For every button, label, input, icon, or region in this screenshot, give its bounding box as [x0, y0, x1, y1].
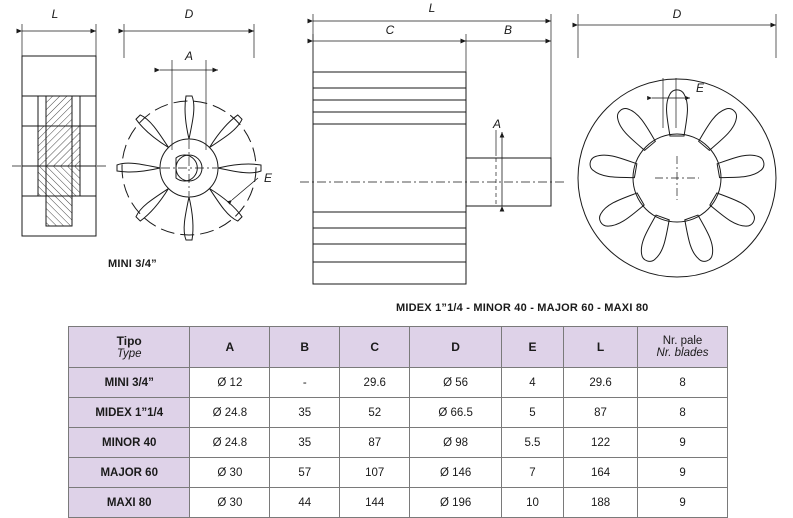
cell-b: -	[270, 368, 340, 398]
cell-a: Ø 30	[190, 488, 270, 518]
cell-e: 5.5	[501, 428, 563, 458]
table-header-row	[69, 327, 728, 368]
cell-e: 7	[501, 458, 563, 488]
cell-e: 10	[501, 488, 563, 518]
column-header-blades-en: Nr. blades	[656, 347, 709, 359]
column-header-a: A	[190, 327, 270, 368]
dim-label-d-right: D	[672, 7, 682, 21]
cell-type: MINI 3/4”	[69, 368, 190, 398]
table-row	[69, 458, 728, 488]
cell-b: 57	[270, 458, 340, 488]
column-header-blades	[638, 327, 728, 368]
dim-label-a-mid: A	[492, 117, 502, 131]
cell-blades: 8	[638, 368, 728, 398]
dim-label-e-mini: E	[263, 171, 273, 185]
midex-front-view	[578, 14, 776, 277]
dim-label-a-mini: A	[184, 49, 194, 63]
table-header	[69, 327, 728, 368]
column-header-d: D	[410, 327, 502, 368]
column-header-type-en: Type	[116, 348, 142, 360]
column-header-b: B	[270, 327, 340, 368]
cell-blades: 9	[638, 458, 728, 488]
cell-type: MINOR 40	[69, 428, 190, 458]
cell-e: 5	[501, 398, 563, 428]
cell-a: Ø 24.8	[190, 398, 270, 428]
dim-label-d-mini: D	[184, 7, 194, 21]
cell-type: MIDEX 1”1/4	[69, 398, 190, 428]
cell-l: 29.6	[564, 368, 638, 398]
cell-a: Ø 30	[190, 458, 270, 488]
dim-label-c-mid: C	[385, 23, 395, 37]
table-row	[69, 398, 728, 428]
cell-c: 29.6	[340, 368, 410, 398]
midex-side-view	[300, 14, 566, 284]
column-header-type-it: Tipo	[116, 334, 142, 348]
cell-b: 35	[270, 398, 340, 428]
cell-l: 122	[564, 428, 638, 458]
column-header-e: E	[501, 327, 563, 368]
column-header-c: C	[340, 327, 410, 368]
cell-blades: 8	[638, 398, 728, 428]
cell-c: 144	[340, 488, 410, 518]
dim-label-e-right: E	[695, 81, 705, 95]
dim-label-b-mid: B	[503, 23, 513, 37]
cell-l: 164	[564, 458, 638, 488]
table-body	[69, 368, 728, 518]
cell-l: 188	[564, 488, 638, 518]
dim-label-l-mid: L	[428, 1, 436, 15]
table-row	[69, 368, 728, 398]
cell-type: MAXI 80	[69, 488, 190, 518]
column-header-type	[69, 327, 190, 368]
left-cross-section	[12, 24, 106, 236]
cell-blades: 9	[638, 488, 728, 518]
cell-b: 44	[270, 488, 340, 518]
cell-type: MAJOR 60	[69, 458, 190, 488]
cell-b: 35	[270, 428, 340, 458]
cell-e: 4	[501, 368, 563, 398]
caption-midex: MIDEX 1”1/4 - MINOR 40 - MAJOR 60 - MAXI 80	[396, 302, 649, 314]
column-header-l: L	[564, 327, 638, 368]
cell-l: 87	[564, 398, 638, 428]
cell-c: 87	[340, 428, 410, 458]
column-header-blades-it: Nr. pale	[662, 335, 703, 347]
cell-d: Ø 146	[410, 458, 502, 488]
cell-d: Ø 66.5	[410, 398, 502, 428]
cell-c: 52	[340, 398, 410, 428]
caption-mini: MINI 3/4”	[108, 258, 157, 270]
table-row	[69, 428, 728, 458]
cell-c: 107	[340, 458, 410, 488]
cell-d: Ø 196	[410, 488, 502, 518]
cell-d: Ø 98	[410, 428, 502, 458]
specification-table	[68, 326, 728, 518]
cell-a: Ø 12	[190, 368, 270, 398]
cell-d: Ø 56	[410, 368, 502, 398]
cell-blades: 9	[638, 428, 728, 458]
specification-table-wrapper	[68, 326, 728, 518]
dim-label-l-section: L	[51, 7, 59, 21]
table-row	[69, 488, 728, 518]
cell-a: Ø 24.8	[190, 428, 270, 458]
